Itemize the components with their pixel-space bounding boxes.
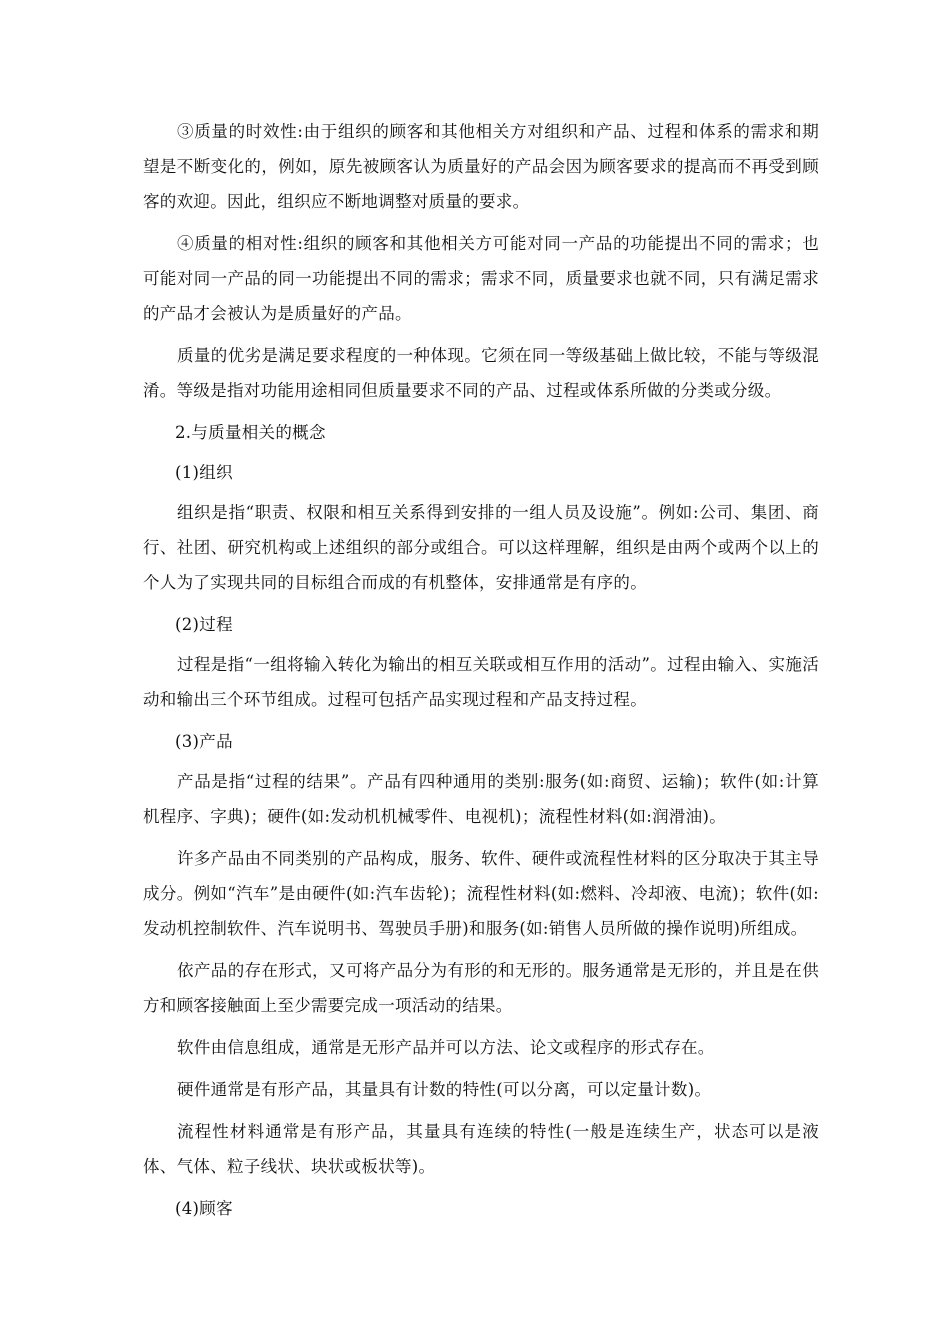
para-software: 软件由信息组成，通常是无形产品并可以方法、论文或程序的形式存在。 xyxy=(177,1038,715,1057)
subheading-customer: (4)顾客 xyxy=(175,1199,233,1218)
para-hardware: 硬件通常是有形产品，其量具有计数的特性(可以分离，可以定量计数)。 xyxy=(177,1080,712,1099)
para-product-composition: 许多产品由不同类别的产品构成，服务、软件、硬件或流程性材料的区分取决于其主导成分。例如“汽车”是由硬件(如:汽车齿轮)；流程性材料(如:燃料、冷却液、电流)；软件(如:发动机控制软件、汽车说明书、驾驶员手册)和服务(如:销售人员所做的操作说明)所组成。 xyxy=(143,849,819,938)
para-relativity: ④质量的相对性:组织的顾客和其他相关方可能对同一产品的功能提出不同的需求；也可能对同一产品的同一功能提出不同的需求；需求不同，质量要求也就不同，只有满足需求的产品才会被认为是质量好的产品。 xyxy=(143,234,819,323)
para-organization: 组织是指“职责、权限和相互关系得到安排的一组人员及设施”。例如:公司、集团、商行、社团、研究机构或上述组织的部分或组合。可以这样理解，组织是由两个或两个以上的个人为了实现共同的目标组合而成的有机整体，安排通常是有序的。 xyxy=(143,503,819,592)
para-product-definition: 产品是指“过程的结果”。产品有四种通用的类别:服务(如:商贸、运输)；软件(如:计算机程序、字典)；硬件(如:发动机机械零件、电视机)；流程性材料(如:润滑油)。 xyxy=(143,772,819,826)
document-body xyxy=(143,114,819,1231)
para-processed-materials: 流程性材料通常是有形产品，其量具有连续的特性(一般是连续生产，状态可以是液体、气体、粒子线状、块状或板状等)。 xyxy=(143,1122,819,1176)
para-process: 过程是指“一组将输入转化为输出的相互关联或相互作用的活动”。过程由输入、实施活动和输出三个环节组成。过程可包括产品实现过程和产品支持过程。 xyxy=(143,655,819,709)
subheading-organization: (1)组织 xyxy=(175,463,233,482)
para-grade: 质量的优劣是满足要求程度的一种体现。它须在同一等级基础上做比较，不能与等级混淆。等级是指对功能用途相同但质量要求不同的产品、过程或体系所做的分类或分级。 xyxy=(143,346,819,400)
section-heading-related-concepts: 2.与质量相关的概念 xyxy=(175,423,326,442)
para-product-form: 依产品的存在形式，又可将产品分为有形的和无形的。服务通常是无形的，并且是在供方和顾客接触面上至少需要完成一项活动的结果。 xyxy=(143,961,819,1015)
para-timeliness: ③质量的时效性:由于组织的顾客和其他相关方对组织和产品、过程和体系的需求和期望是不断变化的，例如，原先被顾客认为质量好的产品会因为顾客要求的提高而不再受到顾客的欢迎。因此，组织应不断地调整对质量的要求。 xyxy=(143,122,819,211)
subheading-process: (2)过程 xyxy=(175,615,233,634)
subheading-product: (3)产品 xyxy=(175,732,233,751)
